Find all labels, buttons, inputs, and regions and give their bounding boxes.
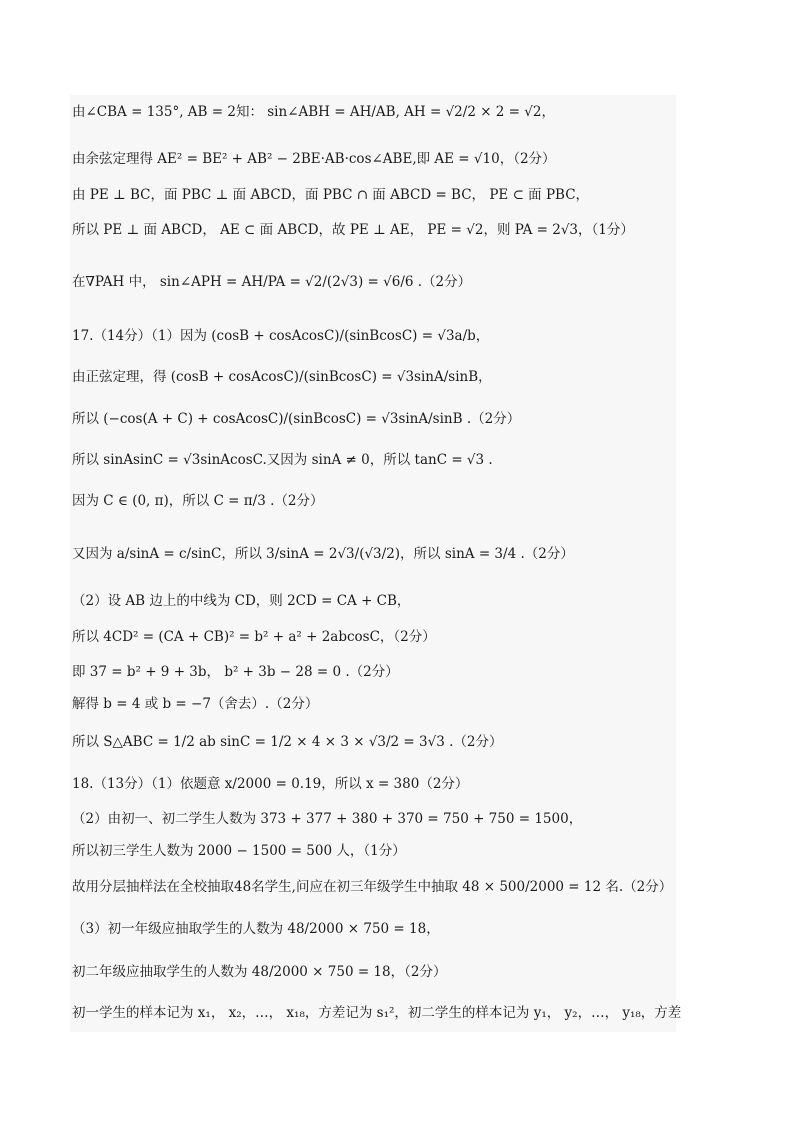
solution-line: 所以 S△ABC = 1/2 ab sinC = 1/2 × 4 × 3 × √3/2 = 3√3 .（2分） xyxy=(72,734,503,750)
solution-line: 所以 (−cos(A + C) + cosAcosC)/(sinBcosC) = √3sinA/sinB .（2分） xyxy=(72,411,521,427)
problem-17-heading: 17.（14分）（1）因为 (cosB + cosAcosC)/(sinBcosC) = √3a/b， xyxy=(72,328,490,344)
solution-line: 故用分层抽样法在全校抽取48名学生,问应在初三年级学生中抽取 48 × 500/2000 = 12 名.（2分） xyxy=(72,879,673,895)
problem-18-heading: 18.（13分）（1）依题意 x/2000 = 0.19，所以 x = 380（2分） xyxy=(72,776,469,792)
solution-line: （3）初一年级应抽取学生的人数为 48/2000 × 750 = 18， xyxy=(72,921,440,937)
solution-line: 所以 sinAsinC = √3sinAcosC.又因为 sinA ≠ 0，所以 tanC = √3 . xyxy=(72,452,493,468)
solution-line: 由正弦定理，得 (cosB + cosAcosC)/(sinBcosC) = √3sinA/sinB， xyxy=(72,369,492,385)
solution-line: 初二年级应抽取学生的人数为 48/2000 × 750 = 18，（2分） xyxy=(72,964,447,980)
solution-line: 所以初三学生人数为 2000 − 1500 = 500 人，（1分） xyxy=(72,843,406,859)
solution-line: 由 PE ⊥ BC，面 PBC ⊥ 面 ABCD，面 PBC ∩ 面 ABCD = BC， PE ⊂ 面 PBC， xyxy=(72,187,590,203)
solution-line: 因为 C ∈ (0, π)，所以 C = π/3 .（2分） xyxy=(72,493,324,509)
solution-line: 由余弦定理得 AE² = BE² + AB² − 2BE·AB·cos∠ABE,即 AE = √10，（2分） xyxy=(72,151,556,167)
solution-line: 解得 b = 4 或 b = −7（舍去）.（2分） xyxy=(72,696,319,712)
solution-line: （2）设 AB 边上的中线为 CD，则 2CD = CA + CB， xyxy=(72,593,411,609)
solution-line: 又因为 a/sinA = c/sinC，所以 3/sinA = 2√3/(√3/2)，所以 sinA = 3/4 .（2分） xyxy=(72,546,574,562)
solution-line: 在∇PAH 中， sin∠APH = AH/PA = √2/(2√3) = √6/6 .（2分） xyxy=(72,274,472,290)
solution-line: 即 37 = b² + 9 + 3b， b² + 3b − 28 = 0 .（2分） xyxy=(72,664,399,680)
solution-line: 所以 PE ⊥ 面 ABCD， AE ⊂ 面 ABCD，故 PE ⊥ AE， PE = √2，则 PA = 2√3，（1分） xyxy=(72,222,634,238)
solution-line: （2）由初一、初二学生人数为 373 + 377 + 380 + 370 = 750 + 750 = 1500， xyxy=(72,811,583,827)
solution-line: 初一学生的样本记为 x₁， x₂，…， x₁₈，方差记为 s₁²，初二学生的样本记为 y₁， y₂，…， y₁₈，方差 xyxy=(72,1005,682,1021)
solution-line: 由∠CBA = 135°, AB = 2知： sin∠ABH = AH/AB, AH = √2/2 × 2 = √2， xyxy=(72,104,555,120)
solution-line: 所以 4CD² = (CA + CB)² = b² + a² + 2abcosC，（2分） xyxy=(72,629,436,645)
